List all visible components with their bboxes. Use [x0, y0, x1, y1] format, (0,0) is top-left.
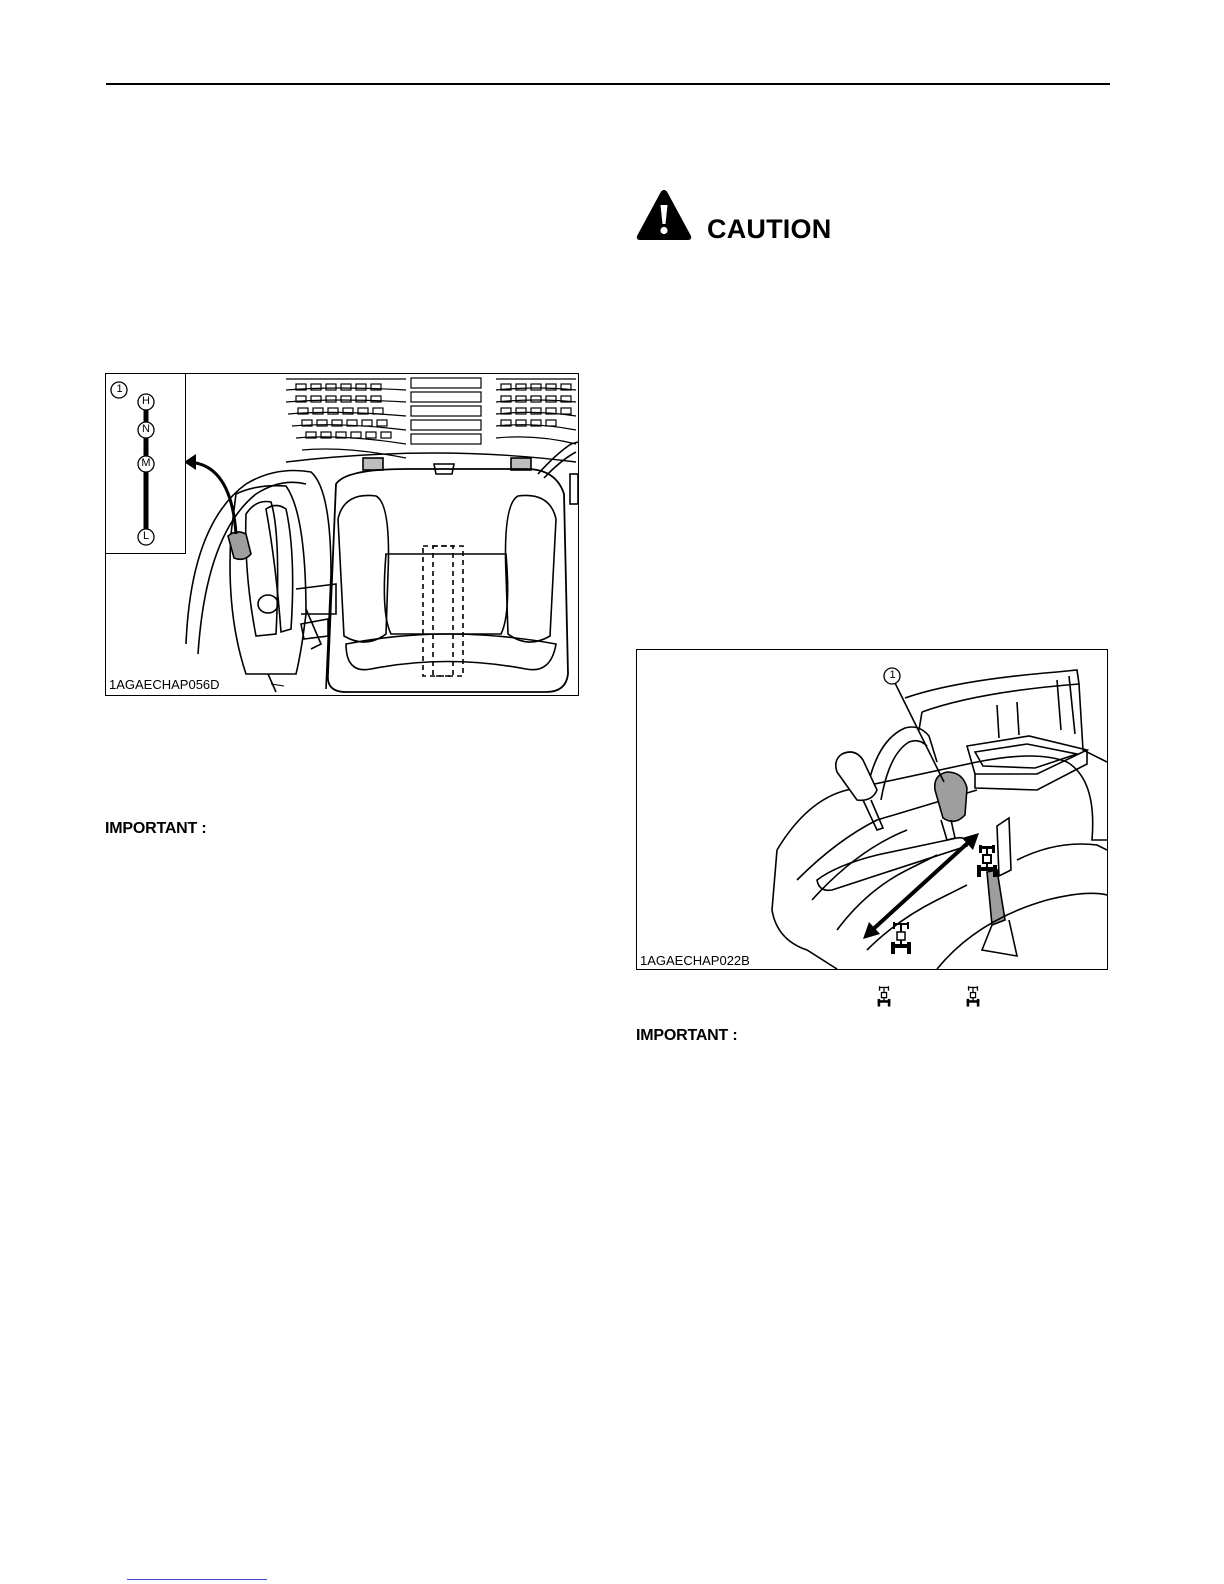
warning-triangle-icon	[635, 188, 693, 242]
grille-right	[496, 379, 576, 444]
grille-center	[411, 378, 481, 444]
position-low-label: L	[142, 530, 150, 542]
position-high-label: H	[142, 395, 150, 407]
caution-title: CAUTION	[707, 214, 832, 244]
figure-front-wheel-drive-lever	[636, 649, 1108, 970]
two-wheel-drive-icon	[877, 986, 891, 1008]
figure-code: 1AGAECHAP056D	[109, 677, 220, 692]
position-neutral-label: N	[142, 423, 150, 435]
four-wheel-drive-icon	[966, 986, 980, 1008]
callout-leader-line	[895, 683, 944, 782]
callout-number: 1	[889, 669, 896, 681]
curved-arrow	[186, 462, 236, 534]
figure-range-gear-lever	[105, 373, 579, 696]
important-heading-left: IMPORTANT :	[105, 820, 207, 837]
grille-left	[286, 379, 406, 458]
gear-position-inset	[105, 373, 186, 554]
callout-number: 1	[116, 383, 123, 395]
drive-lever-illustration	[637, 650, 1107, 969]
caution-block	[635, 188, 875, 244]
position-medium-label: M	[141, 457, 151, 469]
four-wheel-drive-icon	[976, 845, 998, 879]
two-wheel-drive-icon	[890, 922, 912, 956]
header-rule	[106, 83, 1110, 85]
important-heading-right: IMPORTANT :	[636, 1027, 738, 1044]
figure-code: 1AGAECHAP022B	[640, 953, 750, 968]
footer-link[interactable]	[127, 1579, 267, 1580]
